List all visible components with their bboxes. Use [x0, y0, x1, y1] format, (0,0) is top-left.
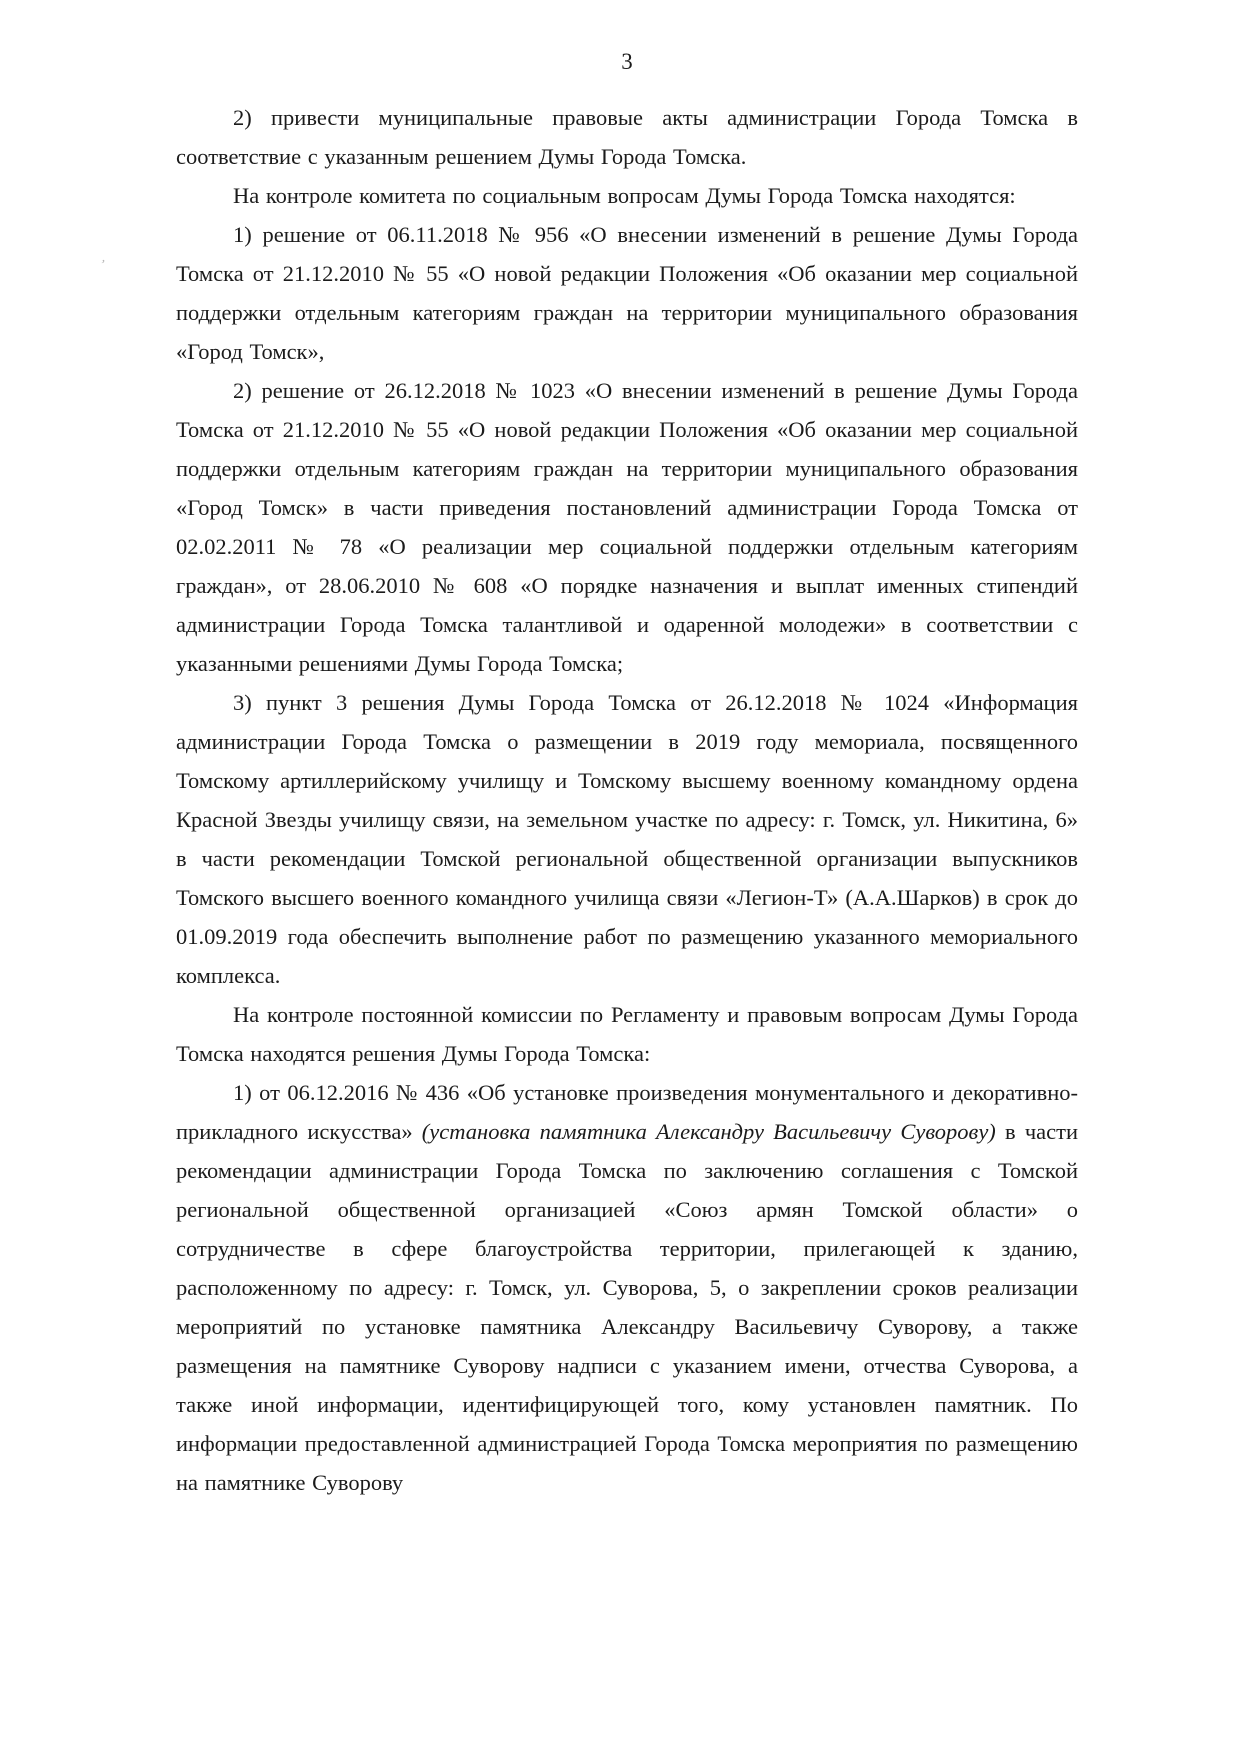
paragraph-social-committee-intro — [176, 176, 1078, 215]
scan-artifact: ’ — [98, 257, 107, 274]
paragraph-decision-956 — [176, 215, 1078, 371]
paragraph-text: 3) пункт 3 решения Думы Города Томска от 26.12.2018 № 1024 «Информация администрации Города Томска о размещении в 2019 году мемориала, посвященного Томскому артиллерийскому училищу и Томскому высшему военному командному ордена Красной Звезды училищу связи, на земельном участке по адресу: г. Томск, ул. Никитина, 6» в части рекомендации Томской региональной общественной организации выпускников Томского высшего военного командного училища связи «Легион-Т» (А.А.Шарков) в срок до 01.09.2019 года обеспечить выполнение работ по размещению указанного мемориального комплекса. — [176, 690, 1078, 988]
paragraph-text-italic: (установка памятника Александру Васильевичу Суворову) — [421, 1119, 996, 1144]
paragraph-text: На контроле постоянной комиссии по Регламенту и правовым вопросам Думы Города Томска находятся решения Думы Города Томска: — [176, 1002, 1078, 1066]
paragraph-text-before-italic: 1) от 06.12.2016 № 436 «Об установке произведения монументального и декоративно-прикладного искусства» — [176, 1080, 1078, 1144]
paragraph-item2-bring-acts — [176, 98, 1078, 176]
paragraph-decision-436 — [176, 1073, 1078, 1502]
paragraph-text: На контроле комитета по социальным вопросам Думы Города Томска находятся: — [233, 183, 1016, 208]
paragraph-decision-1024 — [176, 683, 1078, 995]
page-number: 3 — [621, 49, 633, 74]
paragraph-decision-1023 — [176, 371, 1078, 683]
paragraph-text: 1) решение от 06.11.2018 № 956 «О внесении изменений в решение Думы Города Томска от 21.12.2010 № 55 «О новой редакции Положения «Об оказании мер социальной поддержки отдельным категориям граждан на территории муниципального образования «Город Томск», — [176, 222, 1078, 364]
paragraph-text: 2) решение от 26.12.2018 № 1023 «О внесении изменений в решение Думы Города Томска от 21.12.2010 № 55 «О новой редакции Положения «Об оказании мер социальной поддержки отдельным категориям граждан на территории муниципального образования «Город Томск» в части приведения постановлений администрации Города Томска от 02.02.2011 № 78 «О реализации мер социальной поддержки отдельным категориям граждан», от 28.06.2010 № 608 «О порядке назначения и выплат именных стипендий администрации Города Томска талантливой и одаренной молодежи» в соответствии с указанными решениями Думы Города Томска; — [176, 378, 1078, 676]
paragraph-text: 2) привести муниципальные правовые акты администрации Города Томска в соответствие с указанным решением Думы Города Томска. — [176, 105, 1078, 169]
paragraph-regulation-commission-intro — [176, 995, 1078, 1073]
document-body — [176, 98, 1078, 1502]
paragraph-text-after-italic: в части рекомендации администрации Города Томска по заключению соглашения с Томской региональной общественной организацией «Союз армян Томской области» о сотрудничестве в сфере благоустройства территории, прилегающей к зданию, расположенному по адресу: г. Томск, ул. Суворова, 5, о закреплении сроков реализации мероприятий по установке памятника Александру Васильевичу Суворову, а также размещения на памятнике Суворову надписи с указанием имени, отчества Суворова, а также иной информации, идентифицирующей того, кому установлен памятник. По информации предоставленной администрацией Города Томска мероприятия по размещению на памятнике Суворову — [176, 1119, 1078, 1495]
